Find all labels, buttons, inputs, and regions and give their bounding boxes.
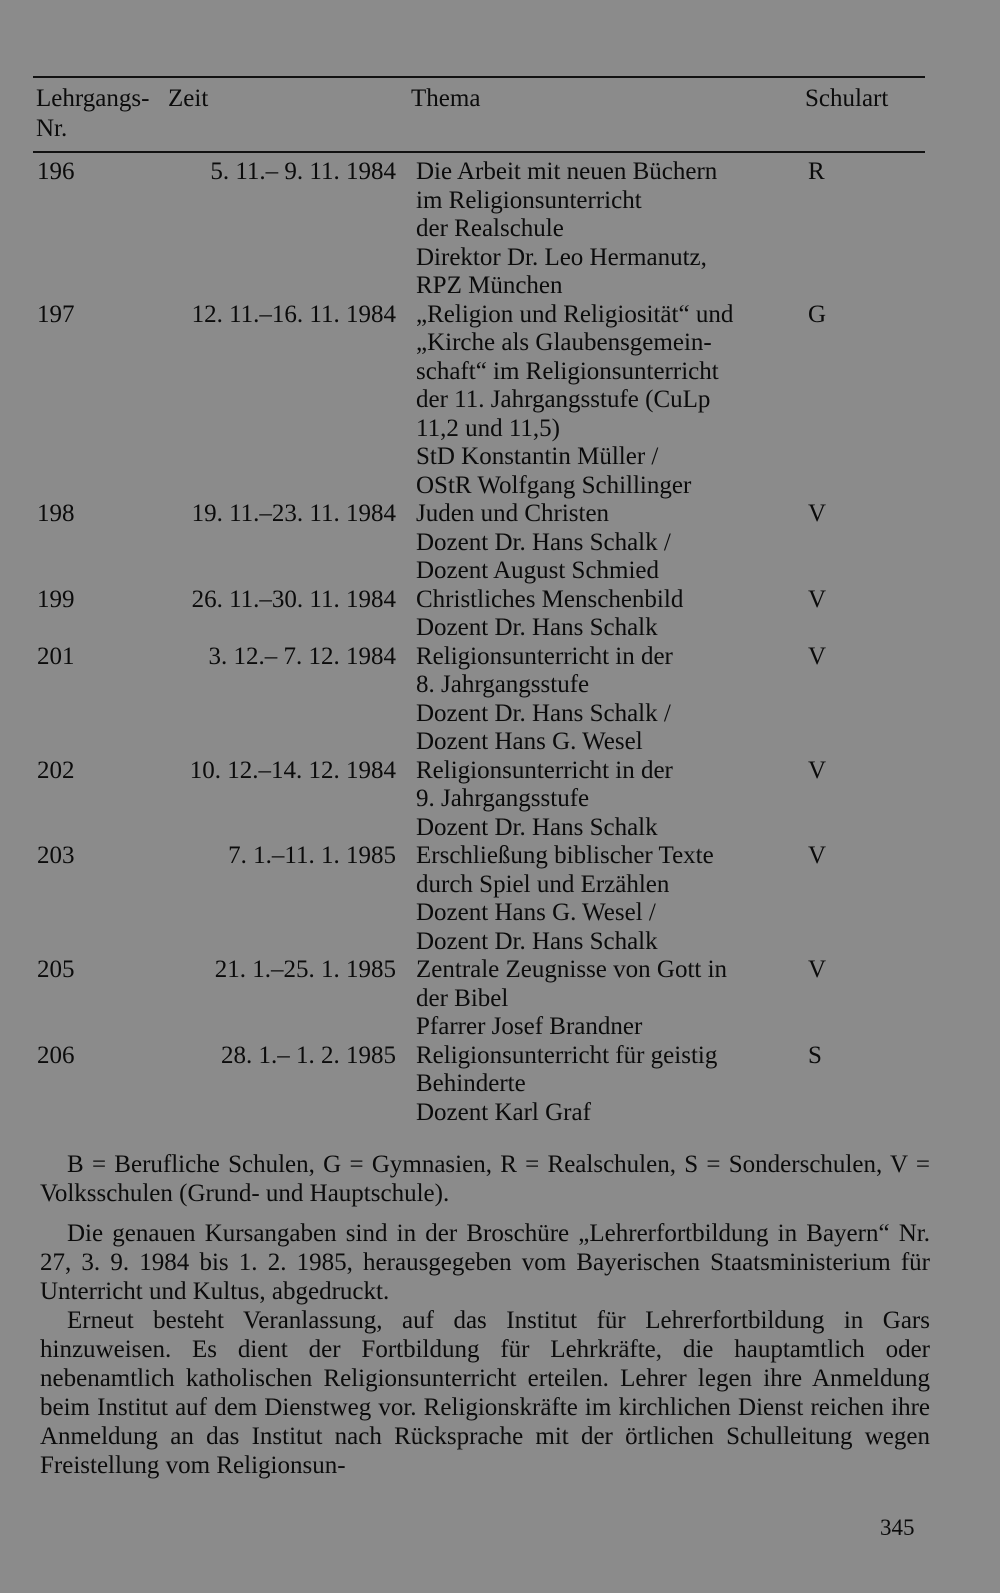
course-topic [416, 757, 796, 843]
course-topic-line: OStR Wolfgang Schillinger [416, 471, 692, 499]
school-type: V [808, 642, 827, 670]
page-number: 345 [880, 1515, 915, 1540]
course-topic-line: schaft“ im Religionsunterricht [416, 357, 719, 385]
course-dates: 28. 1.– 1. 2. 1985 [221, 1041, 396, 1069]
course-topic-line: Zentrale Zeugnisse von Gott in [416, 956, 728, 983]
course-topic-line: 8. Jahrgangsstufe [416, 671, 590, 698]
course-topic-line: Religionsunterricht für geistig [416, 1041, 718, 1069]
course-dates: 5. 11.– 9. 11. 1984 [210, 158, 396, 185]
course-topic [416, 643, 796, 757]
course-topic [416, 158, 796, 301]
course-number: 206 [37, 1041, 75, 1069]
course-number: 205 [37, 956, 75, 983]
paragraph-course-info: Die genauen Kursangaben sind in der Broschüre „Lehrerfortbildung in Bayern“ Nr. 27, 3. 9. 1984 bis 1. 2. 1985, herausgegeben vom Bayerischen Staatsministerium für Unterricht und Kultus, abgedruckt. [40, 1220, 930, 1305]
course-topic-line: der Realschule [416, 215, 564, 242]
course-topic-line: Dozent August Schmied [416, 557, 660, 584]
course-topic [416, 1042, 796, 1128]
course-topic-line: Dozent Hans G. Wesel / [416, 899, 656, 926]
header-nr: Lehrgangs- [36, 85, 150, 112]
table-header-rule [33, 151, 925, 153]
course-number: 197 [37, 300, 75, 328]
course-topic-line: 11,2 und 11,5) [416, 414, 560, 442]
course-topic [416, 500, 796, 586]
school-type: S [808, 1041, 822, 1069]
paragraph-institute-gars: Erneut besteht Veranlassung, auf das Institut für Lehrerfortbildung in Gars hinzuweisen. Es dient der Fortbildung für Lehrkräfte, die hauptamtlich oder nebenamtlich katholischen Religionsunterricht erteilen. Lehrer legen ihre Anmeldung beim Institut auf dem Dienstweg vor. Religionskräfte im kirchlichen Dienst reichen ihre Anmeldung an das Institut nach Rücksprache mit der örtlichen Schulleitung wegen Freistellung vom Religionsun- [40, 1307, 930, 1479]
course-topic-line: Erschließung biblischer Texte [416, 842, 714, 869]
course-number: 199 [37, 585, 75, 613]
school-type-legend [40, 1150, 930, 1208]
course-topic-line: RPZ München [416, 272, 563, 299]
school-type: V [808, 585, 827, 613]
course-topic-line: Pfarrer Josef Brandner [416, 1013, 643, 1040]
course-number: 198 [37, 500, 75, 527]
header-thema: Thema [411, 85, 481, 112]
course-topic-line: Religionsunterricht in der [416, 642, 673, 670]
course-topic [416, 301, 796, 501]
course-topic-line: Religionsunterricht in der [416, 756, 673, 784]
course-topic-line: Dozent Karl Graf [416, 1098, 591, 1126]
course-topic-line: Die Arbeit mit neuen Büchern [416, 158, 718, 185]
course-topic-line: „Religion und Religiosität“ und [416, 300, 734, 328]
school-type: V [808, 842, 827, 869]
course-dates: 12. 11.–16. 11. 1984 [191, 300, 396, 328]
course-topic-line: Dozent Dr. Hans Schalk [416, 927, 658, 955]
course-number: 196 [37, 158, 75, 185]
body-text [40, 1219, 930, 1480]
course-topic-line: Dozent Dr. Hans Schalk / [416, 699, 671, 727]
course-topic-line: Direktor Dr. Leo Hermanutz, [416, 243, 707, 271]
course-topic-line: StD Konstantin Müller / [416, 443, 659, 470]
course-topic-line: Dozent Dr. Hans Schalk [416, 813, 658, 841]
course-topic [416, 586, 796, 643]
course-dates: 19. 11.–23. 11. 1984 [191, 500, 396, 527]
header-zeit: Zeit [168, 85, 209, 112]
course-topic-line: Christliches Menschenbild [416, 585, 684, 613]
course-topic-line: der 11. Jahrgangsstufe (CuLp [416, 386, 711, 413]
course-dates: 7. 1.–11. 1. 1985 [228, 842, 396, 869]
course-topic-line: im Religionsunterricht [416, 186, 642, 214]
course-topic-line: Dozent Hans G. Wesel [416, 728, 643, 755]
header-nr-abbrev: Nr. [36, 115, 68, 142]
course-topic-line: Dozent Dr. Hans Schalk [416, 614, 658, 641]
course-topic-line: Behinderte [416, 1070, 526, 1097]
course-number: 201 [37, 642, 75, 670]
course-topic [416, 956, 796, 1042]
course-number: 203 [37, 842, 75, 869]
school-type: V [808, 956, 827, 983]
table-top-rule [33, 76, 925, 78]
course-topic-line: Dozent Dr. Hans Schalk / [416, 528, 671, 556]
course-topic-line: durch Spiel und Erzählen [416, 870, 670, 898]
school-type: G [808, 300, 827, 328]
school-type: V [808, 756, 827, 784]
school-type: V [808, 500, 827, 527]
course-number: 202 [37, 756, 75, 784]
header-schulart: Schulart [805, 85, 889, 112]
course-topic [416, 842, 796, 956]
course-topic-line: 9. Jahrgangsstufe [416, 785, 590, 812]
legend-text: B = Berufliche Schulen, G = Gymnasien, R = Realschulen, S = Sonderschulen, V = Volksschulen (Grund- und Hauptschule). [40, 1151, 930, 1207]
course-dates: 21. 1.–25. 1. 1985 [214, 956, 396, 983]
course-dates: 3. 12.– 7. 12. 1984 [208, 642, 396, 670]
course-topic-line: „Kirche als Glaubensgemein- [416, 329, 712, 356]
school-type: R [808, 158, 825, 185]
course-dates: 26. 11.–30. 11. 1984 [191, 585, 396, 613]
course-dates: 10. 12.–14. 12. 1984 [189, 756, 396, 784]
course-topic-line: Juden und Christen [416, 500, 610, 527]
course-topic-line: der Bibel [416, 984, 509, 1012]
